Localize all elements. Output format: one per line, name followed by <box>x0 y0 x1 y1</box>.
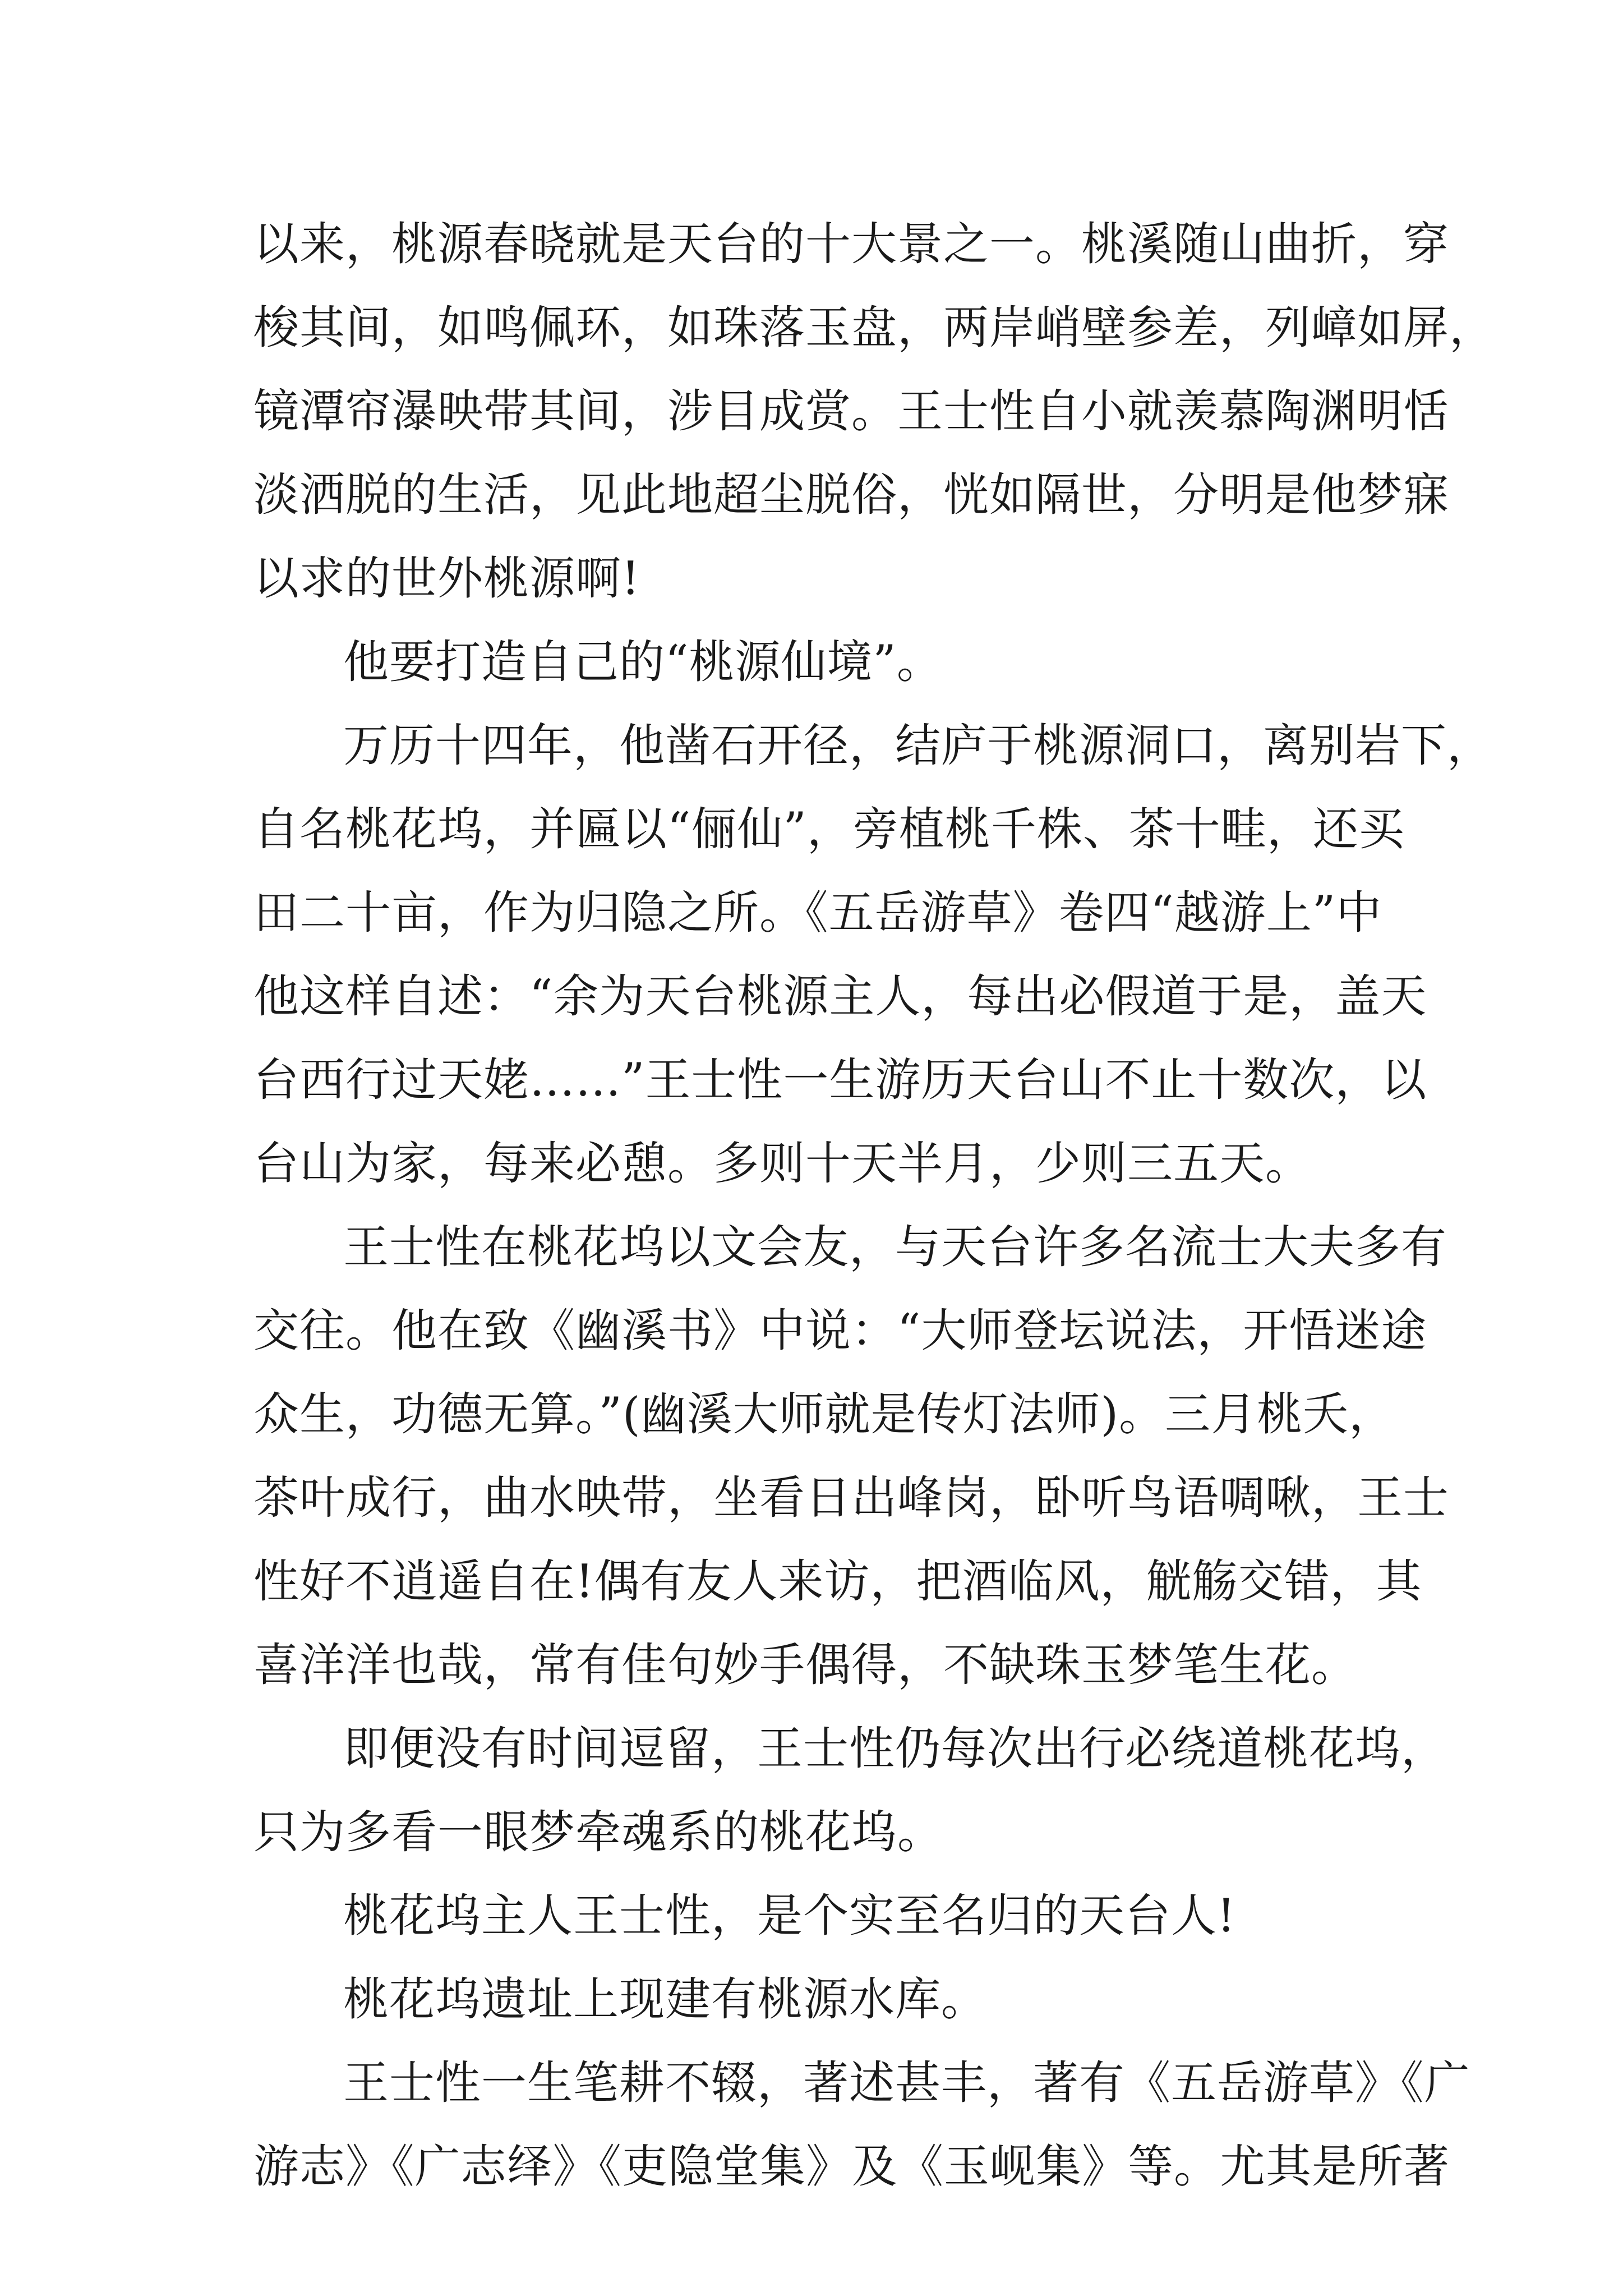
text-line: 镜潭帘瀑映带其间，涉目成赏。王士性自小就羡慕陶渊明恬 <box>253 385 1450 438</box>
text-line: 喜洋洋也哉，常有佳句妙手偶得，不缺珠玉梦笔生花。 <box>253 1639 1358 1692</box>
text-line: 只为多看一眼梦牵魂系的桃花坞。 <box>253 1806 944 1859</box>
text-line: 台山为家，每来必憩。多则十天半月，少则三五天。 <box>253 1138 1312 1190</box>
text-line: 茶叶成行，曲水映带，坐看日出峰岗，卧听鸟语啁啾，王士 <box>253 1472 1450 1525</box>
text-line: 他这样自述：“余为天台桃源主人，每出必假道于是，盖天 <box>253 970 1427 1023</box>
paragraph-start-line: 桃花坞主人王士性，是个实至名归的天台人! <box>343 1890 1236 1943</box>
paragraph-start-line: 桃花坞遗址上现建有桃源水库。 <box>343 1973 988 2026</box>
text-line: 游志》《广志绎》《吏隐堂集》及《玉岘集》等。尤其是所著 <box>253 2141 1450 2193</box>
text-line: 交往。他在致《幽溪书》中说：“大师登坛说法，开悟迷途 <box>253 1305 1427 1358</box>
text-line: 以求的世外桃源啊! <box>253 553 640 605</box>
text-line: 台西行过天姥……”王士性一生游历天台山不止十数次，以 <box>253 1054 1427 1107</box>
body-text <box>253 203 1496 2209</box>
text-line: 自名桃花坞，并匾以“俪仙”，旁植桃千株、茶十畦，还买 <box>253 803 1405 856</box>
paragraph-start-line: 万历十四年，他凿石开径，结庐于桃源洞口，离别岩下， <box>343 720 1493 772</box>
paragraph-start-line: 王士性在桃花坞以文会友，与天台许多名流士大夫多有 <box>343 1221 1447 1274</box>
text-line: 众生，功德无算。”(幽溪大师就是传灯法师)。三月桃夭， <box>253 1388 1395 1441</box>
text-line: 性好不逍遥自在!偶有友人来访，把酒临风，觥觞交错，其 <box>253 1556 1422 1608</box>
paragraph-start-line: 王士性一生笔耕不辍，著述甚丰，著有《五岳游草》《广 <box>343 2057 1470 2110</box>
text-line: 淡洒脱的生活，见此地超尘脱俗，恍如隔世，分明是他梦寐 <box>253 469 1450 522</box>
paragraph-start-line: 即便没有时间逗留，王士性仍每次出行必绕道桃花坞， <box>343 1723 1447 1775</box>
text-line: 田二十亩，作为归隐之所。《五岳游草》卷四“越游上”中 <box>253 887 1382 940</box>
text-line: 梭其间，如鸣佩环，如珠落玉盘，两岸峭壁参差，列嶂如屏， <box>253 302 1496 355</box>
text-line: 以来，桃源春晓就是天台的十大景之一。桃溪随山曲折，穿 <box>253 218 1450 271</box>
paragraph-start-line: 他要打造自己的“桃源仙境”。 <box>343 636 943 689</box>
